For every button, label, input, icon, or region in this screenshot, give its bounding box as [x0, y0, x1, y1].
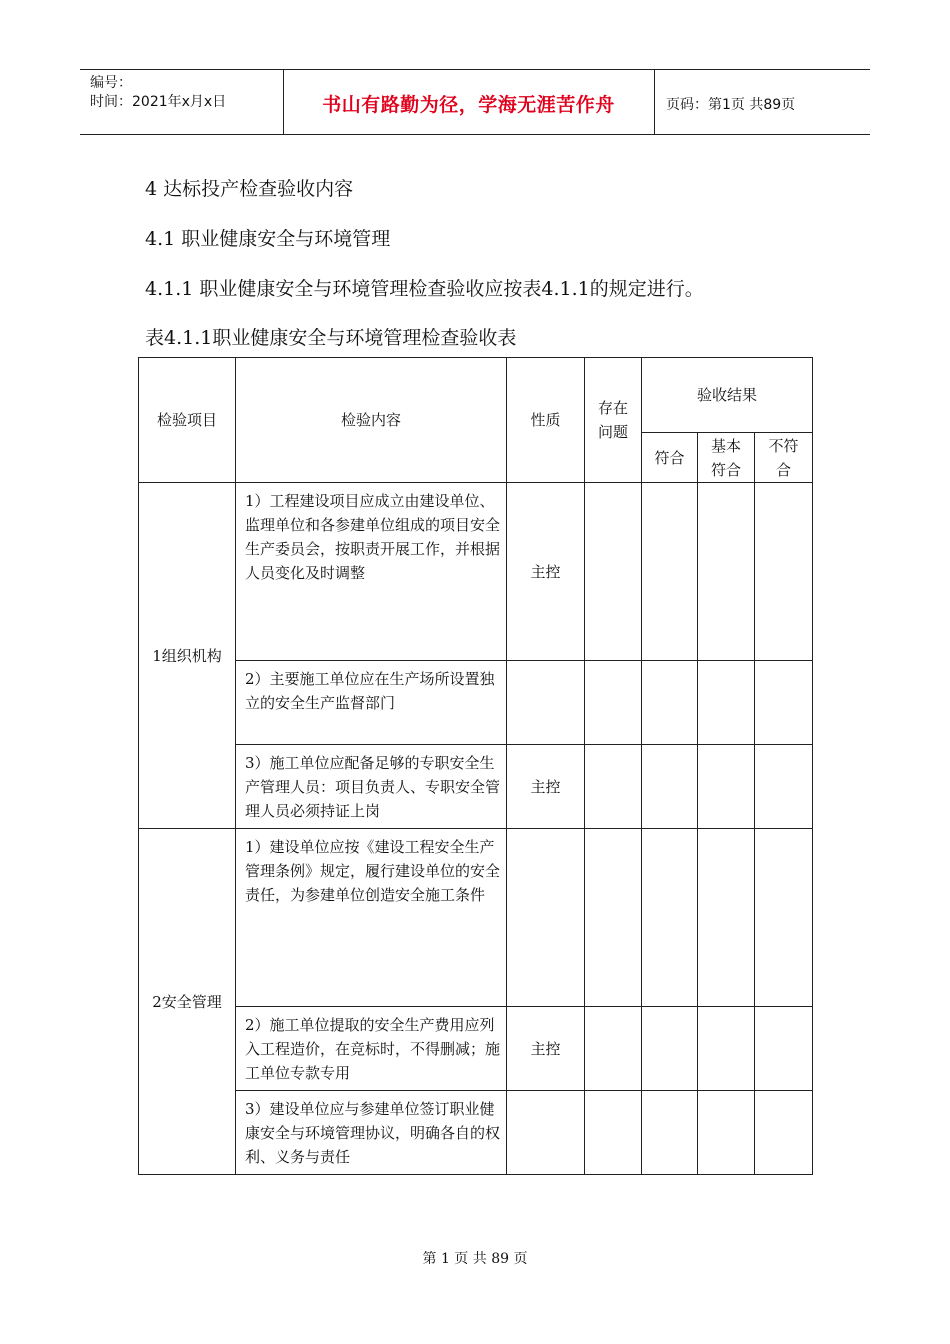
cell-nonconform: [755, 829, 813, 1007]
row-content: 1）建设单位应按《建设工程安全生产管理条例》规定，履行建设单位的安全责任，为参建单位创造安全施工条件: [236, 829, 507, 1007]
cell-nonconform: [755, 745, 813, 829]
cell-issues: [585, 745, 642, 829]
row-content: 3）建设单位应与参建单位签订职业健康安全与环境管理协议，明确各自的权利、义务与责任: [236, 1091, 507, 1175]
cell-basic-conform: [698, 661, 755, 745]
header-divider: [654, 70, 655, 134]
doc-number-label: 编号：: [90, 75, 132, 91]
cell-nonconform: [755, 1091, 813, 1175]
cell-nonconform: [755, 483, 813, 661]
header-item: 检验项目: [139, 358, 236, 483]
cell-basic-conform: [698, 745, 755, 829]
row-nature: 主控: [507, 1007, 585, 1091]
row-content: 2）施工单位提取的安全生产费用应列入工程造价，在竞标时，不得删减；施工单位专款专用: [236, 1007, 507, 1091]
table-row: [139, 1007, 813, 1091]
header-nonconform: 不符合: [755, 433, 813, 483]
header-page-info: 页码：第1页 共89页: [666, 97, 796, 113]
inspection-table: [138, 357, 813, 1175]
row-content: 1）工程建设项目应成立由建设单位、监理单位和各参建单位组成的项目安全生产委员会，按职责开展工作，并根据人员变化及时调整: [236, 483, 507, 661]
cell-basic-conform: [698, 483, 755, 661]
row-content: 2）主要施工单位应在生产场所设置独立的安全生产监督部门: [236, 661, 507, 745]
cell-basic-conform: [698, 1007, 755, 1091]
header-content: 检验内容: [236, 358, 507, 483]
cell-nonconform: [755, 1007, 813, 1091]
cell-basic-conform: [698, 1091, 755, 1175]
page-footer: 第 1 页 共 89 页: [422, 1251, 528, 1267]
table-caption: 表4.1.1职业健康安全与环境管理检查验收表: [145, 327, 517, 349]
table-row: [139, 661, 813, 745]
table-row: [139, 829, 813, 1007]
row-nature: 主控: [507, 745, 585, 829]
cell-conform: [642, 1091, 698, 1175]
table-row: [139, 483, 813, 661]
cell-issues: [585, 1007, 642, 1091]
header-issues: 存在问题: [585, 358, 642, 483]
header-conform: 符合: [642, 433, 698, 483]
table-header-row: [139, 358, 813, 433]
cell-issues: [585, 661, 642, 745]
header-basic-conform: 基本符合: [698, 433, 755, 483]
group-name: 2安全管理: [139, 829, 236, 1175]
cell-basic-conform: [698, 829, 755, 1007]
header-result: 验收结果: [642, 358, 813, 433]
subsection-heading: 4.1 职业健康安全与环境管理: [145, 228, 391, 250]
cell-issues: [585, 483, 642, 661]
cell-conform: [642, 483, 698, 661]
row-nature: [507, 661, 585, 745]
cell-conform: [642, 829, 698, 1007]
row-content: 3）施工单位应配备足够的专职安全生产管理人员：项目负责人、专职安全管理人员必须持证上岗: [236, 745, 507, 829]
document-header: [80, 69, 870, 135]
row-nature: [507, 829, 585, 1007]
cell-conform: [642, 745, 698, 829]
doc-date-label: 时间：2021年x月x日: [90, 94, 227, 110]
header-meta: [90, 74, 226, 112]
row-nature: 主控: [507, 483, 585, 661]
cell-conform: [642, 661, 698, 745]
group-name: 1组织机构: [139, 483, 236, 829]
cell-issues: [585, 1091, 642, 1175]
table-row: [139, 745, 813, 829]
header-nature: 性质: [507, 358, 585, 483]
cell-issues: [585, 829, 642, 1007]
row-nature: [507, 1091, 585, 1175]
cell-conform: [642, 1007, 698, 1091]
table-row: [139, 1091, 813, 1175]
cell-nonconform: [755, 661, 813, 745]
clause-text: 4.1.1 职业健康安全与环境管理检查验收应按表4.1.1的规定进行。: [145, 278, 704, 300]
section-heading: 4 达标投产检查验收内容: [145, 178, 354, 200]
header-motto: 书山有路勤为径，学海无涯苦作舟: [322, 94, 615, 116]
